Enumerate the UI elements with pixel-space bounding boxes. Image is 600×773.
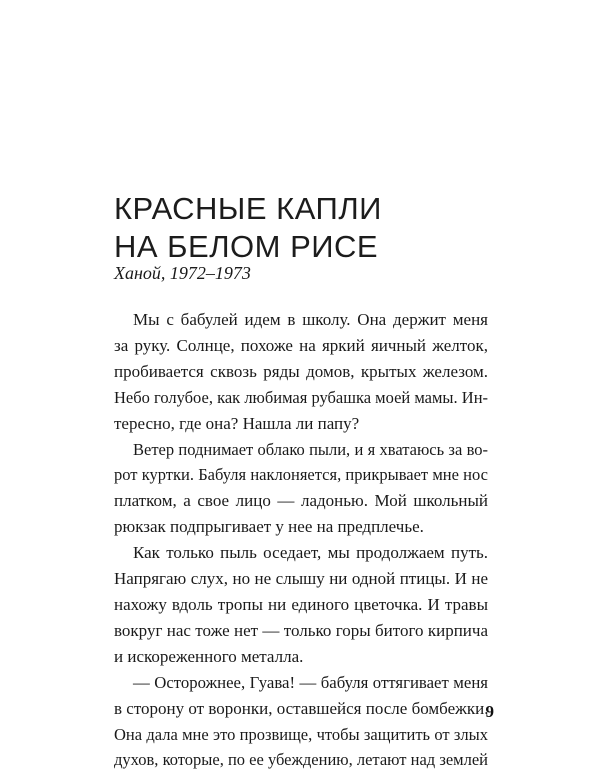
text-line: рюкзак подпрыгивает у нее на предплечье. bbox=[114, 517, 424, 537]
chapter-title-line: КРАСНЫЕ КАПЛИ bbox=[114, 191, 382, 226]
text-line: рот куртки. Бабуля наклоняется, прикрывает мне нос bbox=[114, 465, 488, 485]
text-line: платком, а свое лицо — ладонью. Мой школьный bbox=[114, 491, 488, 511]
text-line: Как только пыль оседает, мы продолжаем путь. bbox=[133, 543, 488, 563]
body-text bbox=[114, 307, 488, 773]
text-line: Ветер поднимает облако пыли, и я хватаюсь за во- bbox=[133, 439, 488, 459]
text-line: Мы с бабулей идем в школу. Она держит меня bbox=[133, 310, 488, 329]
text-line: за руку. Солнце, похоже на яркий яичный желток, bbox=[114, 335, 488, 355]
paragraph-2 bbox=[114, 437, 488, 541]
paragraph-3 bbox=[114, 540, 488, 670]
text-line: в сторону от воронки, оставшейся после бомбежки. bbox=[114, 698, 489, 718]
text-line: Она дала мне это прозвище, чтобы защитить от злых bbox=[114, 724, 488, 744]
text-line: духов, которые, по ее убеждению, летают над землей bbox=[114, 750, 488, 770]
paragraph-1 bbox=[114, 307, 488, 437]
text-line: пробивается сквозь ряды домов, крытых железом. bbox=[114, 361, 488, 381]
chapter-subtitle: Ханой, 1972–1973 bbox=[114, 263, 251, 283]
paragraph-4 bbox=[114, 670, 488, 773]
text-line: Небо голубое, как любимая рубашка моей мамы. Ин- bbox=[114, 387, 489, 407]
text-line: Напрягаю слух, но не слышу ни одной птицы. И не bbox=[114, 569, 488, 589]
chapter-title-line: НА БЕЛОМ РИСЕ bbox=[114, 229, 379, 264]
text-line: вокруг нас тоже нет — только горы битого кирпича bbox=[114, 620, 488, 640]
text-line: — Осторожнее, Гуава! — бабуля оттягивает меня bbox=[133, 672, 488, 692]
text-line: тересно, где она? Нашла ли папу? bbox=[114, 413, 360, 433]
page-number: 9 bbox=[485, 702, 494, 721]
text-line: нахожу вдоль тропы ни единого цветочка. И травы bbox=[114, 594, 488, 614]
chapter-title bbox=[114, 190, 534, 266]
text-line: и искореженного металла. bbox=[114, 646, 304, 666]
